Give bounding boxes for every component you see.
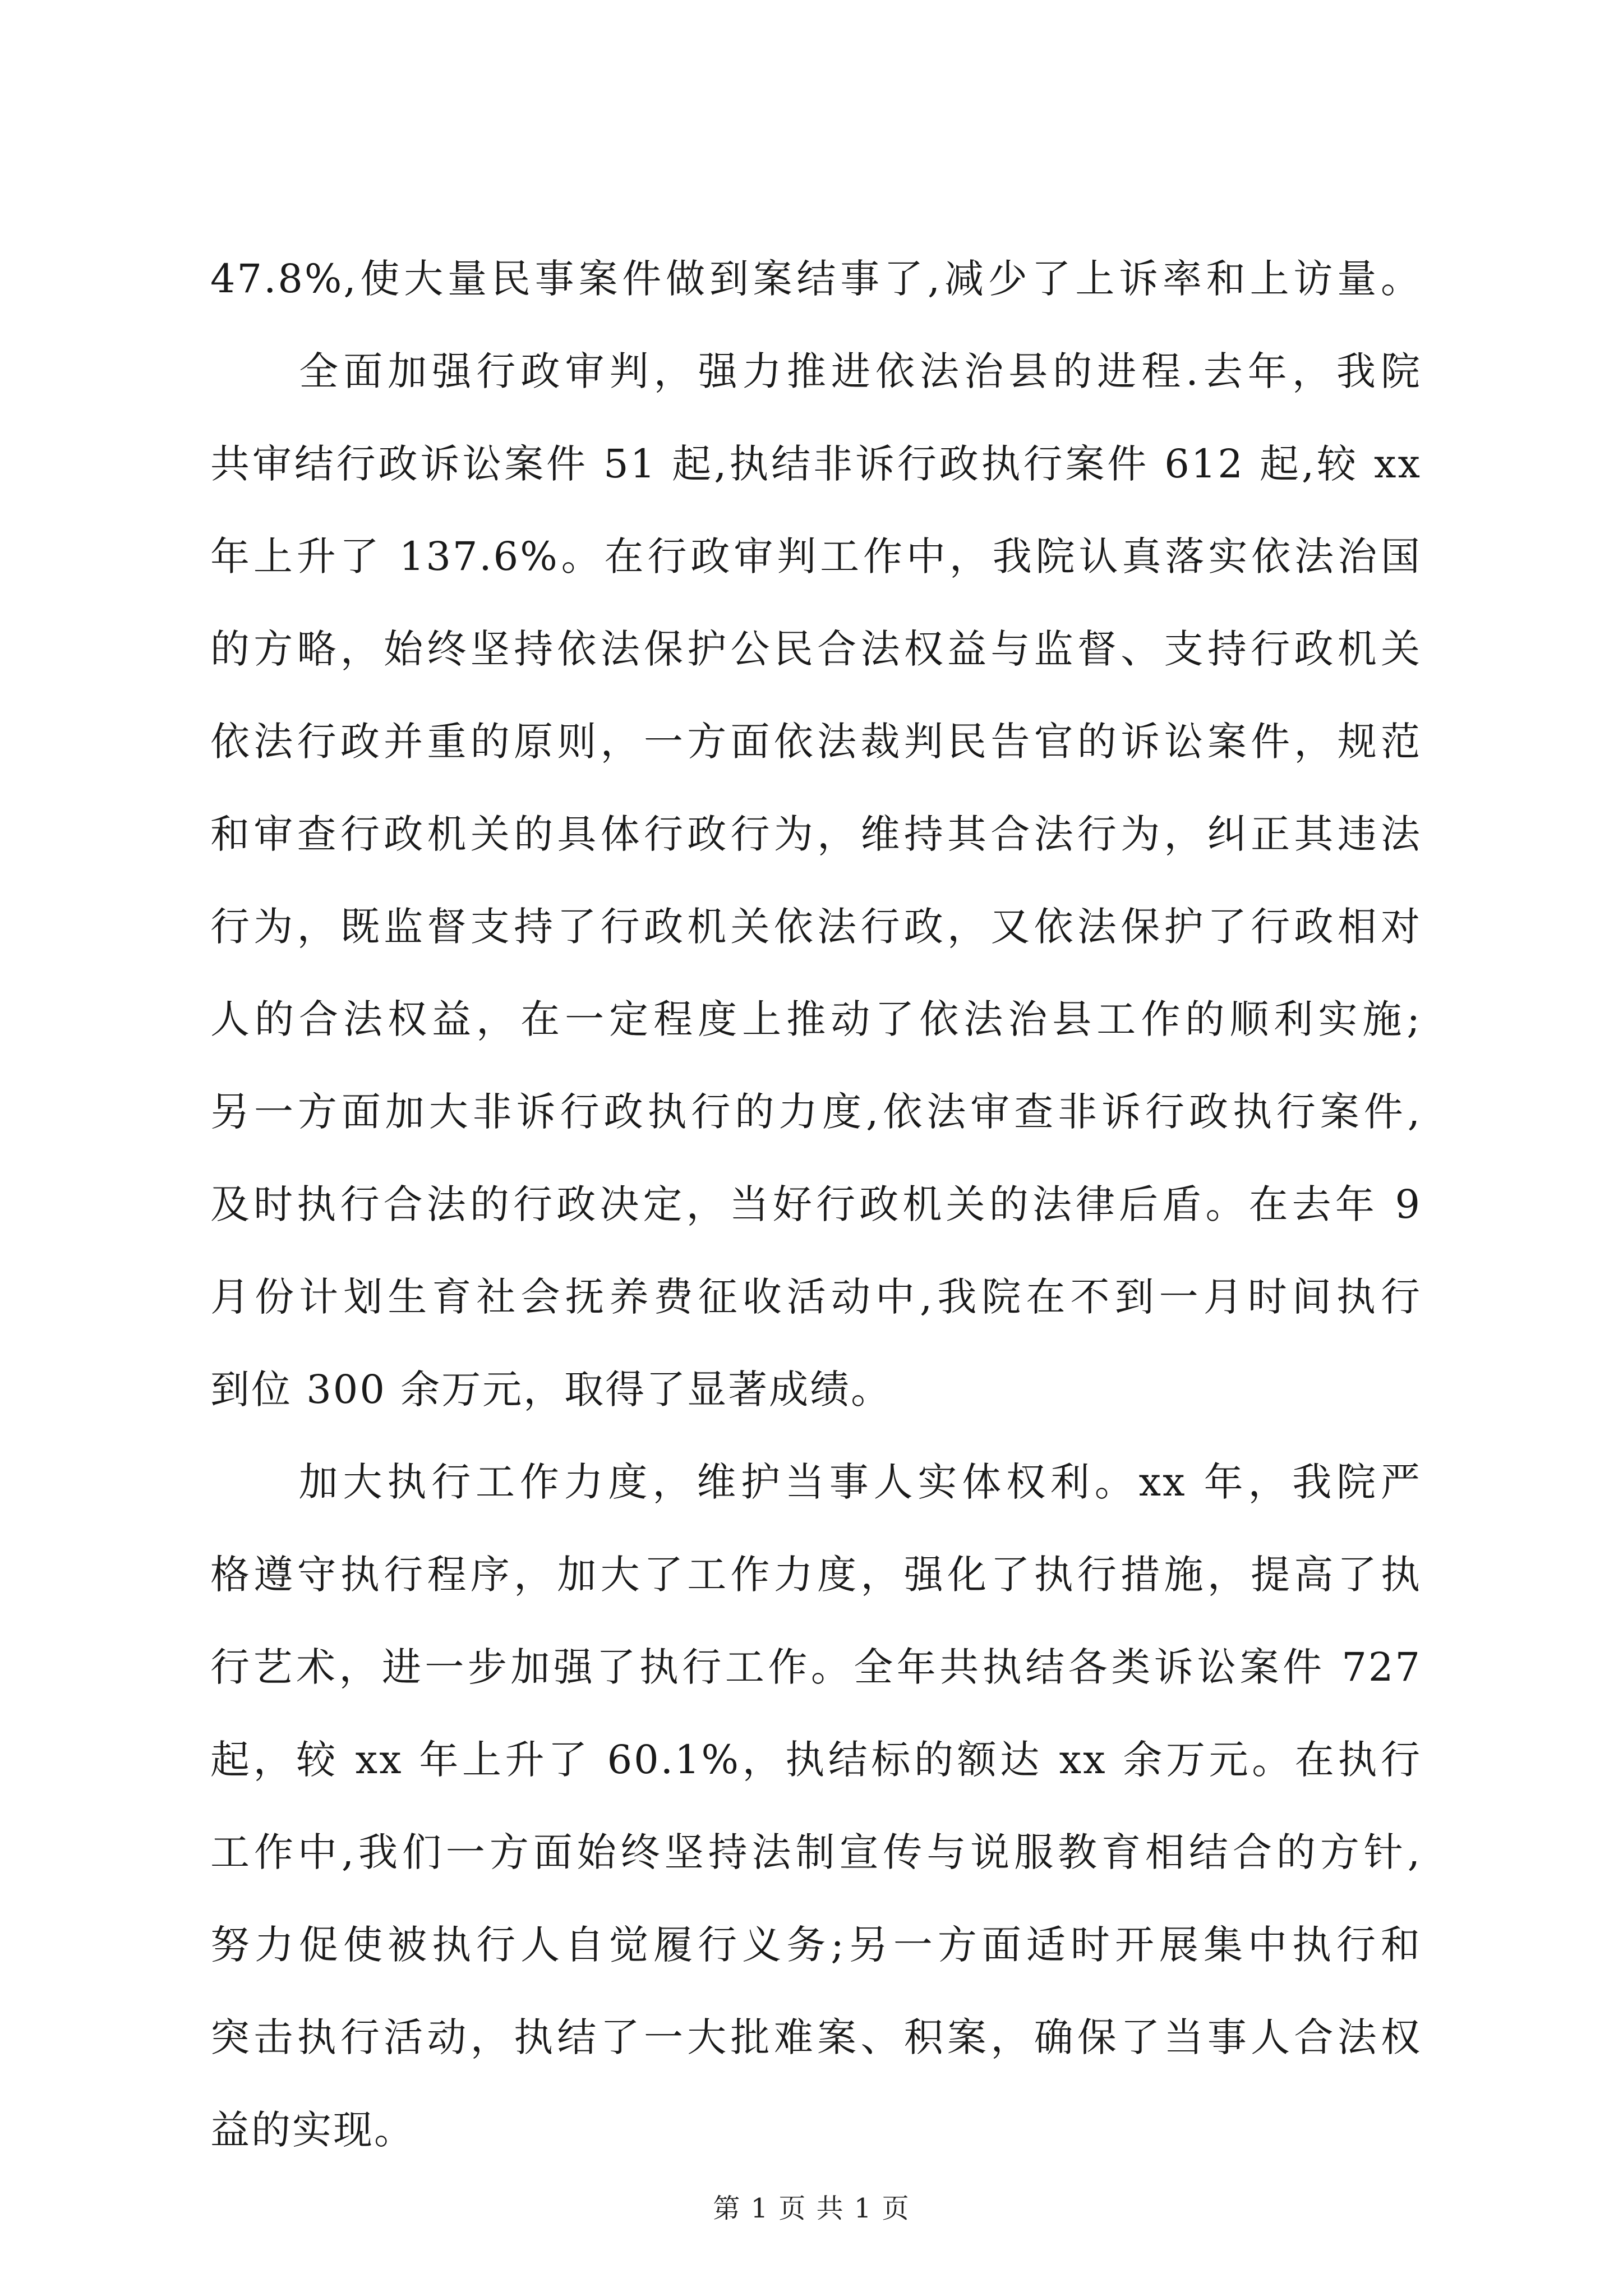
text-line: 起，较 xx 年上升了 60.1%，执结标的额达 xx 余万元。在执行 [210, 1737, 1422, 1783]
text-line: 的方略，始终坚持依法保护公民合法权益与监督、支持行政机关 [210, 626, 1422, 672]
paragraph-end-line: 到位 300 余万元，取得了显著成绩。 [210, 1366, 892, 1412]
text-line: 人的合法权益，在一定程度上推动了依法治县工作的顺利实施; [210, 996, 1422, 1042]
paragraph-start-line: 全面加强行政审判，强力推进依法治县的进程.去年，我院 [210, 348, 1422, 394]
text-line: 及时执行合法的行政决定，当好行政机关的法律后盾。在去年 9 [210, 1181, 1422, 1227]
body-text [210, 233, 1422, 2177]
text-line: 依法行政并重的原则，一方面依法裁判民告官的诉讼案件，规范 [210, 719, 1422, 765]
text-line: 和审查行政机关的具体行政行为，维持其合法行为，纠正其违法 [210, 811, 1422, 857]
text-line: 47.8%,使大量民事案件做到案结事了,减少了上诉率和上访量。 [210, 256, 1422, 302]
paragraph-start-line: 加大执行工作力度，维护当事人实体权利。xx 年，我院严 [210, 1459, 1422, 1505]
text-line: 共审结行政诉讼案件 51 起,执结非诉行政执行案件 612 起,较 xx [210, 441, 1422, 487]
paragraph-end-line: 益的实现。 [210, 2107, 415, 2153]
text-line: 月份计划生育社会抚养费征收活动中,我院在不到一月时间执行 [210, 1274, 1422, 1320]
text-line: 格遵守执行程序，加大了工作力度，强化了执行措施，提高了执 [210, 1552, 1422, 1598]
text-line: 年上升了 137.6%。在行政审判工作中，我院认真落实依法治国 [210, 533, 1422, 579]
text-line: 努力促使被执行人自觉履行义务;另一方面适时开展集中执行和 [210, 1922, 1422, 1968]
text-line: 行艺术，进一步加强了执行工作。全年共执结各类诉讼案件 727 [210, 1644, 1422, 1690]
page-number-footer: 第 1 页 共 1 页 [713, 2193, 910, 2224]
text-line: 突击执行活动，执结了一大批难案、积案，确保了当事人合法权 [210, 2014, 1422, 2060]
text-line: 工作中,我们一方面始终坚持法制宣传与说服教育相结合的方针, [210, 1829, 1422, 1875]
text-line: 另一方面加大非诉行政执行的力度,依法审查非诉行政执行案件, [210, 1089, 1422, 1135]
text-line: 行为，既监督支持了行政机关依法行政，又依法保护了行政相对 [210, 904, 1422, 950]
